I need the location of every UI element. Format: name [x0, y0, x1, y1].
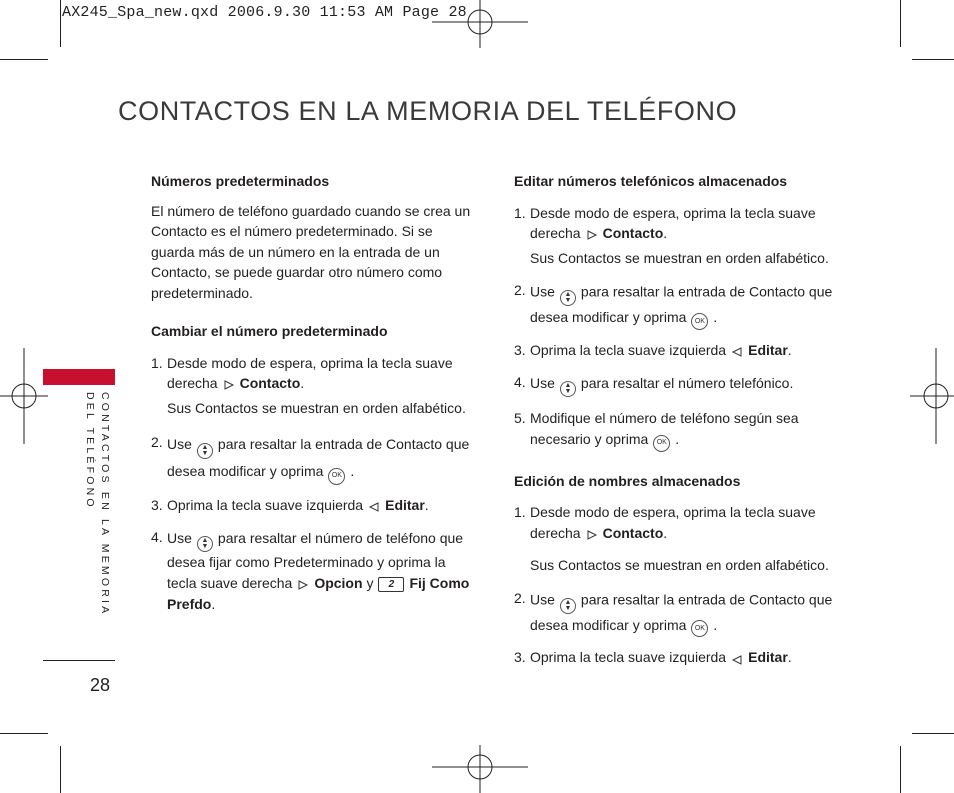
left-soft-key-icon	[368, 501, 380, 513]
paragraph: El número de teléfono guardado cuando se crea un Contacto es el número predeterminado. Si se guarda más de un número en la entrada de un Contacto, se puede guardar otro número como predeterminado.	[151, 202, 471, 301]
list-item: 1. Desde modo de espera, oprima la tecla suave derecha Contacto. Sus Contactos se muestran en orden alfabético.	[514, 204, 829, 266]
crop-mark	[900, 0, 901, 47]
section-heading: Editar números telefónicos almacenados	[514, 173, 788, 189]
sidebar-accent-bar	[43, 369, 115, 385]
list-item: 1. Desde modo de espera, oprima la tecla suave derecha Contacto. Sus Contactos se muestran en orden alfabético.	[151, 354, 466, 416]
registration-mark-icon	[0, 348, 50, 444]
ok-key-icon: OK	[328, 468, 345, 485]
left-column	[151, 171, 477, 615]
list-item: 3. Oprima la tecla suave izquierda Editar.	[151, 496, 429, 513]
left-soft-key-icon	[731, 346, 743, 358]
nav-key-icon: ▲ ▼	[560, 290, 576, 306]
crop-mark	[60, 746, 61, 793]
crop-mark	[912, 59, 954, 60]
right-soft-key-icon	[586, 529, 598, 541]
section-heading: Cambiar el número predeterminado	[151, 323, 388, 339]
crop-mark	[0, 733, 48, 734]
right-soft-key-icon	[586, 229, 598, 241]
list-item: 4. Use ▲ ▼para resaltar el número de teléfono que desea fijar como Predeterminado y oprima la tecla suave derecha Opcion y 2 Fij Como Prefdo.	[151, 529, 470, 613]
list-item: 4. Use ▲ ▼para resaltar el número telefónico.	[514, 374, 794, 396]
ok-key-icon: OK	[691, 313, 708, 330]
sidebar-label-line1: CONTACTOS EN LA MEMORIA	[99, 392, 111, 617]
list-item: 5. Modifique el número de teléfono según sea necesario y oprima OK .	[514, 408, 844, 451]
list-item: 2. Use ▲ ▼para resaltar la entrada de Contacto que desea modificar y oprima OK .	[514, 280, 844, 330]
crop-mark	[912, 733, 954, 734]
nav-key-icon: ▲ ▼	[197, 443, 213, 459]
section-heading: Números predeterminados	[151, 173, 330, 189]
sidebar-label-line2: DEL TELÉFONO	[84, 392, 96, 510]
nav-key-icon: ▲ ▼	[197, 536, 213, 552]
sidebar-section-label	[82, 392, 112, 616]
right-soft-key-icon	[223, 379, 235, 391]
list-item: 2. Use ▲ ▼para resaltar la entrada de Contacto que desea modificar y oprima OK .	[514, 588, 844, 638]
crop-mark	[900, 746, 901, 793]
ok-key-icon: OK	[691, 620, 708, 637]
nav-key-icon: ▲ ▼	[560, 598, 576, 614]
list-item: 3. Oprima la tecla suave izquierda Editar.	[514, 341, 792, 358]
registration-mark-icon	[432, 745, 528, 793]
crop-mark	[0, 59, 48, 60]
list-item: 2. Use ▲ ▼para resaltar la entrada de Contacto que desea modificar y oprima OK .	[151, 432, 477, 485]
right-column	[514, 171, 844, 669]
key-2abc-icon: 2	[378, 577, 404, 592]
page-title: CONTACTOS EN LA MEMORIA DEL TELÉFONO	[118, 96, 738, 126]
page-number: 28	[90, 675, 111, 695]
list-item: 1. Desde modo de espera, oprima la tecla suave derecha Contacto. Sus Contactos se muestran en orden alfabético.	[514, 504, 829, 574]
file-slug: AX245_Spa_new.qxd 2006.9.30 11:53 AM Page 28	[62, 4, 467, 21]
ok-key-icon: OK	[653, 435, 670, 452]
sidebar-rule	[43, 660, 115, 661]
list-item: 3. Oprima la tecla suave izquierda Editar.	[514, 649, 792, 666]
nav-key-icon: ▲ ▼	[560, 381, 576, 397]
registration-mark-icon	[910, 348, 954, 444]
left-soft-key-icon	[731, 654, 743, 666]
section-heading: Edición de nombres almacenados	[514, 472, 741, 489]
right-soft-key-icon	[297, 579, 309, 591]
crop-mark	[60, 0, 61, 47]
